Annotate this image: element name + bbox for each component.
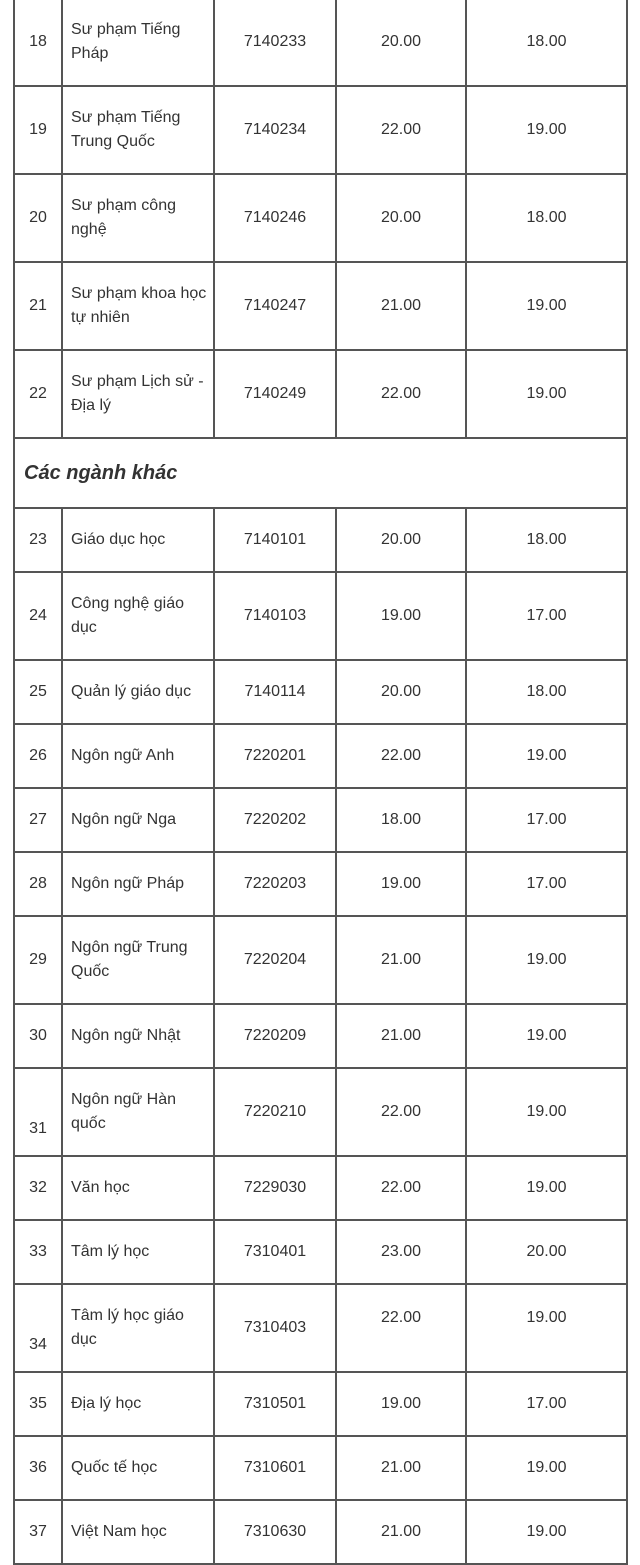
score-b: 17.00 <box>466 1372 627 1436</box>
score-b: 17.00 <box>466 572 627 660</box>
row-number: 33 <box>14 1220 62 1284</box>
score-b: 18.00 <box>466 0 627 86</box>
row-number: 30 <box>14 1004 62 1068</box>
row-number: 26 <box>14 724 62 788</box>
major-code: 7220209 <box>214 1004 336 1068</box>
major-code: 7140101 <box>214 508 336 572</box>
score-a: 20.00 <box>336 174 466 262</box>
table-row <box>14 852 627 916</box>
row-number: 23 <box>14 508 62 572</box>
major-name: Ngôn ngữ Anh <box>62 724 214 788</box>
score-a: 23.00 <box>336 1220 466 1284</box>
score-a: 22.00 <box>336 1156 466 1220</box>
major-name: Quốc tế học <box>62 1436 214 1500</box>
major-code: 7140234 <box>214 86 336 174</box>
score-a: 22.00 <box>336 350 466 438</box>
row-number: 20 <box>14 174 62 262</box>
table-row <box>14 572 627 660</box>
row-number: 19 <box>14 86 62 174</box>
score-a: 22.00 <box>336 724 466 788</box>
table-row <box>14 508 627 572</box>
major-code: 7310630 <box>214 1500 336 1564</box>
table-row <box>14 1500 627 1564</box>
row-number: 31 <box>14 1068 62 1156</box>
table-row <box>14 1284 627 1372</box>
score-b: 19.00 <box>466 1068 627 1156</box>
major-code: 7310501 <box>214 1372 336 1436</box>
major-code: 7140114 <box>214 660 336 724</box>
score-b: 20.00 <box>466 1220 627 1284</box>
major-name: Công nghệ giáo dục <box>62 572 214 660</box>
score-b: 18.00 <box>466 174 627 262</box>
score-a: 20.00 <box>336 660 466 724</box>
table-row <box>14 174 627 262</box>
major-code: 7140233 <box>214 0 336 86</box>
section-header-row <box>14 438 627 508</box>
score-b: 19.00 <box>466 262 627 350</box>
score-a: 22.00 <box>336 1068 466 1156</box>
score-b: 19.00 <box>466 916 627 1004</box>
section-title: Các ngành khác <box>14 438 627 508</box>
score-a: 19.00 <box>336 572 466 660</box>
row-number: 24 <box>14 572 62 660</box>
score-b: 19.00 <box>466 724 627 788</box>
major-name: Văn học <box>62 1156 214 1220</box>
score-a: 21.00 <box>336 1004 466 1068</box>
score-b: 19.00 <box>466 1004 627 1068</box>
row-number: 37 <box>14 1500 62 1564</box>
major-code: 7220210 <box>214 1068 336 1156</box>
major-name: Sư phạm khoa học tự nhiên <box>62 262 214 350</box>
score-b: 18.00 <box>466 508 627 572</box>
table-row <box>14 0 627 86</box>
table-row <box>14 1156 627 1220</box>
row-number: 21 <box>14 262 62 350</box>
table-row <box>14 1004 627 1068</box>
major-name: Sư phạm công nghệ <box>62 174 214 262</box>
score-a: 19.00 <box>336 852 466 916</box>
admission-scores-table <box>13 0 628 1565</box>
major-code: 7220203 <box>214 852 336 916</box>
table-row <box>14 350 627 438</box>
table-row <box>14 86 627 174</box>
major-name: Sư phạm Tiếng Trung Quốc <box>62 86 214 174</box>
score-b: 19.00 <box>466 350 627 438</box>
score-a: 20.00 <box>336 0 466 86</box>
major-name: Ngôn ngữ Trung Quốc <box>62 916 214 1004</box>
table-row <box>14 724 627 788</box>
table-row <box>14 1068 627 1156</box>
row-number: 25 <box>14 660 62 724</box>
table-row <box>14 262 627 350</box>
score-b: 19.00 <box>466 1284 627 1372</box>
major-code: 7140246 <box>214 174 336 262</box>
score-b: 17.00 <box>466 852 627 916</box>
table-row <box>14 788 627 852</box>
row-number: 29 <box>14 916 62 1004</box>
major-code: 7140103 <box>214 572 336 660</box>
major-name: Sư phạm Tiếng Pháp <box>62 0 214 86</box>
score-a: 20.00 <box>336 508 466 572</box>
table-row <box>14 916 627 1004</box>
major-code: 7310401 <box>214 1220 336 1284</box>
table-row <box>14 660 627 724</box>
row-number: 18 <box>14 0 62 86</box>
score-b: 19.00 <box>466 1156 627 1220</box>
row-number: 27 <box>14 788 62 852</box>
major-name: Sư phạm Lịch sử - Địa lý <box>62 350 214 438</box>
major-code: 7140247 <box>214 262 336 350</box>
major-code: 7220201 <box>214 724 336 788</box>
major-code: 7220202 <box>214 788 336 852</box>
major-code: 7220204 <box>214 916 336 1004</box>
major-code: 7310601 <box>214 1436 336 1500</box>
score-a: 22.00 <box>336 86 466 174</box>
row-number: 36 <box>14 1436 62 1500</box>
score-a: 19.00 <box>336 1372 466 1436</box>
major-name: Giáo dục học <box>62 508 214 572</box>
major-name: Tâm lý học giáo dục <box>62 1284 214 1372</box>
score-b: 18.00 <box>466 660 627 724</box>
row-number: 34 <box>14 1284 62 1372</box>
score-a: 22.00 <box>336 1284 466 1372</box>
row-number: 22 <box>14 350 62 438</box>
score-a: 18.00 <box>336 788 466 852</box>
major-name: Ngôn ngữ Pháp <box>62 852 214 916</box>
table-row <box>14 1372 627 1436</box>
row-number: 35 <box>14 1372 62 1436</box>
score-a: 21.00 <box>336 262 466 350</box>
major-name: Ngôn ngữ Nga <box>62 788 214 852</box>
row-number: 32 <box>14 1156 62 1220</box>
table-row <box>14 1220 627 1284</box>
major-code: 7310403 <box>214 1284 336 1372</box>
score-b: 19.00 <box>466 1500 627 1564</box>
score-b: 17.00 <box>466 788 627 852</box>
score-a: 21.00 <box>336 1436 466 1500</box>
major-code: 7229030 <box>214 1156 336 1220</box>
major-name: Tâm lý học <box>62 1220 214 1284</box>
row-number: 28 <box>14 852 62 916</box>
major-name: Quản lý giáo dục <box>62 660 214 724</box>
score-b: 19.00 <box>466 1436 627 1500</box>
table-row <box>14 1436 627 1500</box>
score-b: 19.00 <box>466 86 627 174</box>
major-name: Ngôn ngữ Hàn quốc <box>62 1068 214 1156</box>
major-name: Việt Nam học <box>62 1500 214 1564</box>
major-name: Ngôn ngữ Nhật <box>62 1004 214 1068</box>
score-a: 21.00 <box>336 916 466 1004</box>
score-a: 21.00 <box>336 1500 466 1564</box>
major-code: 7140249 <box>214 350 336 438</box>
major-name: Địa lý học <box>62 1372 214 1436</box>
